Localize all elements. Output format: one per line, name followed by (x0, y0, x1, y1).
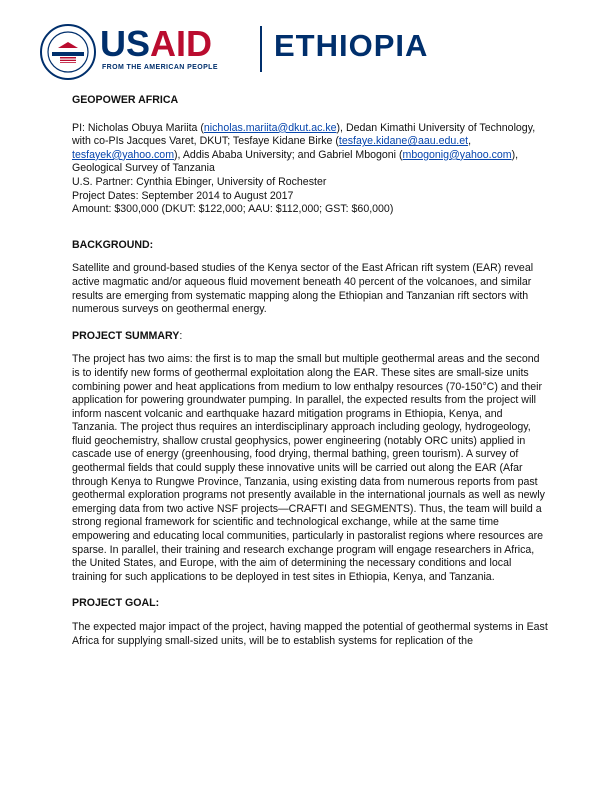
project-amount: Amount: $300,000 (DKUT: $122,000; AAU: $112,000; GST: $60,000) (72, 203, 394, 216)
usaid-ethiopia-logo (40, 20, 580, 82)
us-partner: U.S. Partner: Cynthia Ebinger, University of Rochester (72, 175, 327, 188)
usaid-seal-icon (40, 24, 96, 80)
pi-text-1: PI: Nicholas Obuya Mariita ( (72, 121, 204, 134)
summary-text: The project has two aims: the first is to map the small but multiple geothermal areas and the second is to identify new forms of geothermal exploitation along the EAR. These sites are small-size units combining power and heat applications from medium to low enthalpy resources (70-150°C) and their application for powering groundwater pumping. In parallel, the expected results from the project will inform nascent volcanic and earthquake hazard mitigation programs in Ethiopia, Kenya, and Tanzania. The project thus requires an interdisciplinary approach including geology, hydrogeology, fluid geochemistry, shallow crustal geophysics, power engineering (notably ORC units) applied in cascade use of energy (greenhousing, food drying, thermal bathing, green tourism). A survey of geothermal fields that could supply these innovative units will be carried out along the EAR (Afar through Kenya to Rungwe Province, Tanzania, using existing data from numerous reports from past geothermal exploration programs not presently available in the international journals as well as newly emerging data from two active NSF projects—CRAFTI and SEGMENTS). Thus, the team will build a strong regional framework for scientific and technological exchange, while at the same time empowering and educating local communities, particularly in pastoralist regions where resources are sparse. In parallel, their training and research exchange program will engage researchers in Africa, the United States, and Europe, with the aim of determining the necessary conditions and local training for such applications to be deployed in test sites in Ethiopia, Kenya, and Tanzania. (72, 353, 545, 583)
pi-text-4: ), Addis Ababa University; and Gabriel Mbogoni ( (174, 148, 403, 161)
email-link-mbogoni[interactable]: mbogonig@yahoo.com (402, 148, 512, 161)
summary-heading-text: PROJECT SUMMARY (72, 329, 180, 342)
usaid-wordmark (100, 23, 213, 64)
email-link-mariita[interactable]: nicholas.mariita@dkut.ac.ke (203, 121, 337, 134)
logo-divider (260, 26, 262, 72)
background-heading: BACKGROUND: (72, 238, 154, 251)
usaid-tagline: FROM THE AMERICAN PEOPLE (102, 64, 218, 71)
summary-heading (72, 330, 548, 344)
background-text: Satellite and ground-based studies of the Kenya sector of the East African rift system (EAR) reveal active magmatic and/or aqueous fluid movement beneath 40 percent of the volcanoes, and similar results are emerging from systematic mapping along the Ethiopian and Tanzanian rift sectors with numerous surveys on geothermal energy. (72, 262, 534, 316)
usaid-us: US (100, 23, 151, 64)
pi-text-5: ), Geological Survey of Tanzania (72, 148, 519, 175)
summary-heading-colon: : (179, 329, 183, 342)
pi-line (72, 122, 548, 176)
email-link-kidane[interactable]: tesfaye.kidane@aau.edu.et (338, 135, 469, 148)
email-link-tesfayek[interactable]: tesfayek@yahoo.com (72, 148, 175, 161)
document-body (72, 94, 548, 648)
usaid-aid: AID (150, 23, 213, 64)
goal-text: The expected major impact of the project, having mapped the potential of geothermal systems in East Africa for supplying small-sized units, will be to establish systems for replication of the (72, 621, 548, 647)
project-title: GEOPOWER AFRICA (72, 94, 179, 106)
pi-text-2: ), Dedan Kimathi University of Technology, with co-PIs Jacques Varet, DKUT; Tesfaye Kidane Birke ( (72, 121, 536, 148)
pi-text-3: , (468, 135, 472, 148)
country-name: ETHIOPIA (274, 28, 429, 63)
project-dates: Project Dates: September 2014 to August 2017 (72, 189, 294, 202)
goal-heading: PROJECT GOAL: (72, 597, 160, 610)
